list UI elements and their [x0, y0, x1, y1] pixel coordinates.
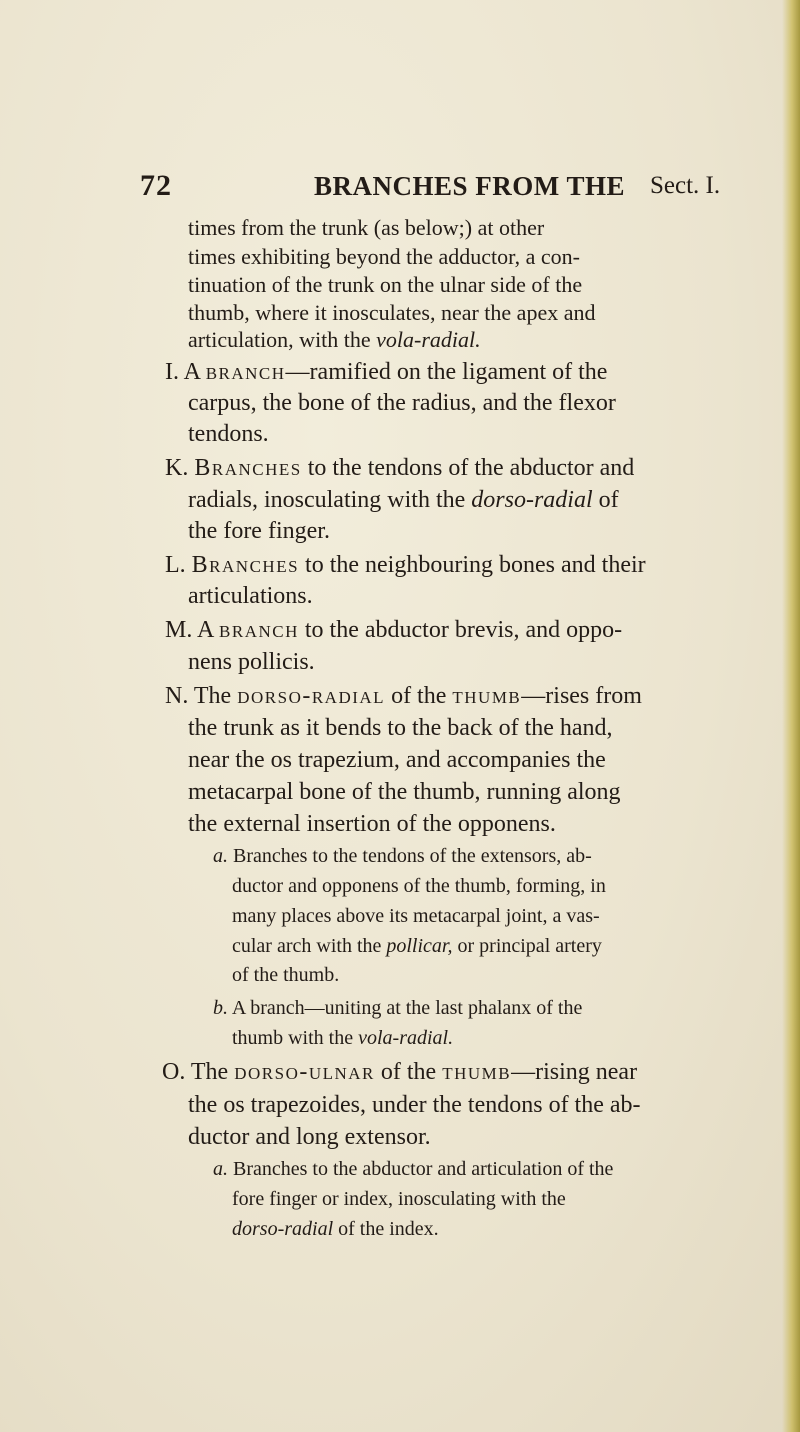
entry-k: K. Branches to the tendons of the abductor and [165, 455, 635, 481]
text-line: dorso-radial of the index. [232, 1218, 439, 1240]
text-line: tinuation of the trunk on the ulnar side of the [188, 272, 583, 297]
entry-n: N. The dorso-radial of the thumb—rises from [165, 683, 642, 709]
text-line: thumb with the vola-radial. [232, 1027, 454, 1049]
text-line: of the thumb. [232, 964, 340, 986]
text-line: carpus, the bone of the radius, and the flexor [188, 390, 616, 416]
page-header [140, 169, 770, 209]
page-edge [782, 0, 800, 1432]
text-line: the external insertion of the opponens. [188, 811, 556, 837]
text-line: articulations. [188, 583, 313, 609]
text-line: ductor and opponens of the thumb, forming, in [232, 875, 606, 897]
entry-o: O. The dorso-ulnar of the thumb—rising near [162, 1059, 638, 1085]
text-line: radials, inosculating with the dorso-radial of [188, 487, 619, 513]
text-line: thumb, where it inosculates, near the apex and [188, 300, 596, 325]
text-line: nens pollicis. [188, 649, 315, 675]
entry-m: M. A branch to the abductor brevis, and oppo- [165, 617, 623, 643]
text-line: many places above its metacarpal joint, a vas- [232, 905, 600, 927]
text-line: tendons. [188, 421, 269, 447]
text-line: near the os trapezium, and accompanies the [188, 747, 606, 773]
text-line: fore finger or index, inosculating with the [232, 1188, 566, 1210]
text-line: times exhibiting beyond the adductor, a con- [188, 244, 580, 269]
text-line: cular arch with the pollicar, or principal artery [232, 935, 602, 957]
entry-i: I. A branch—ramified on the ligament of the [165, 359, 608, 385]
sub-entry-a: a. Branches to the tendons of the extensors, ab- [213, 845, 592, 867]
text-line: times from the trunk (as below;) at other [188, 215, 545, 240]
running-title: BRANCHES FROM THE [314, 171, 626, 201]
text-line: ductor and long extensor. [188, 1124, 431, 1150]
sub-entry-b: b. A branch—uniting at the last phalanx of the [213, 997, 583, 1019]
entry-l: L. Branches to the neighbouring bones and their [165, 552, 646, 578]
text-line: the fore finger. [188, 518, 330, 544]
section-reference: Sect. I. [650, 172, 721, 199]
sub-entry-a-2: a. Branches to the abductor and articulation of the [213, 1158, 614, 1180]
page-number: 72 [140, 169, 172, 202]
text-line: the os trapezoides, under the tendons of the ab- [188, 1092, 641, 1118]
text-line: articulation, with the vola-radial. [188, 327, 481, 352]
text-line: the trunk as it bends to the back of the hand, [188, 715, 613, 741]
text-line: metacarpal bone of the thumb, running along [188, 779, 621, 805]
